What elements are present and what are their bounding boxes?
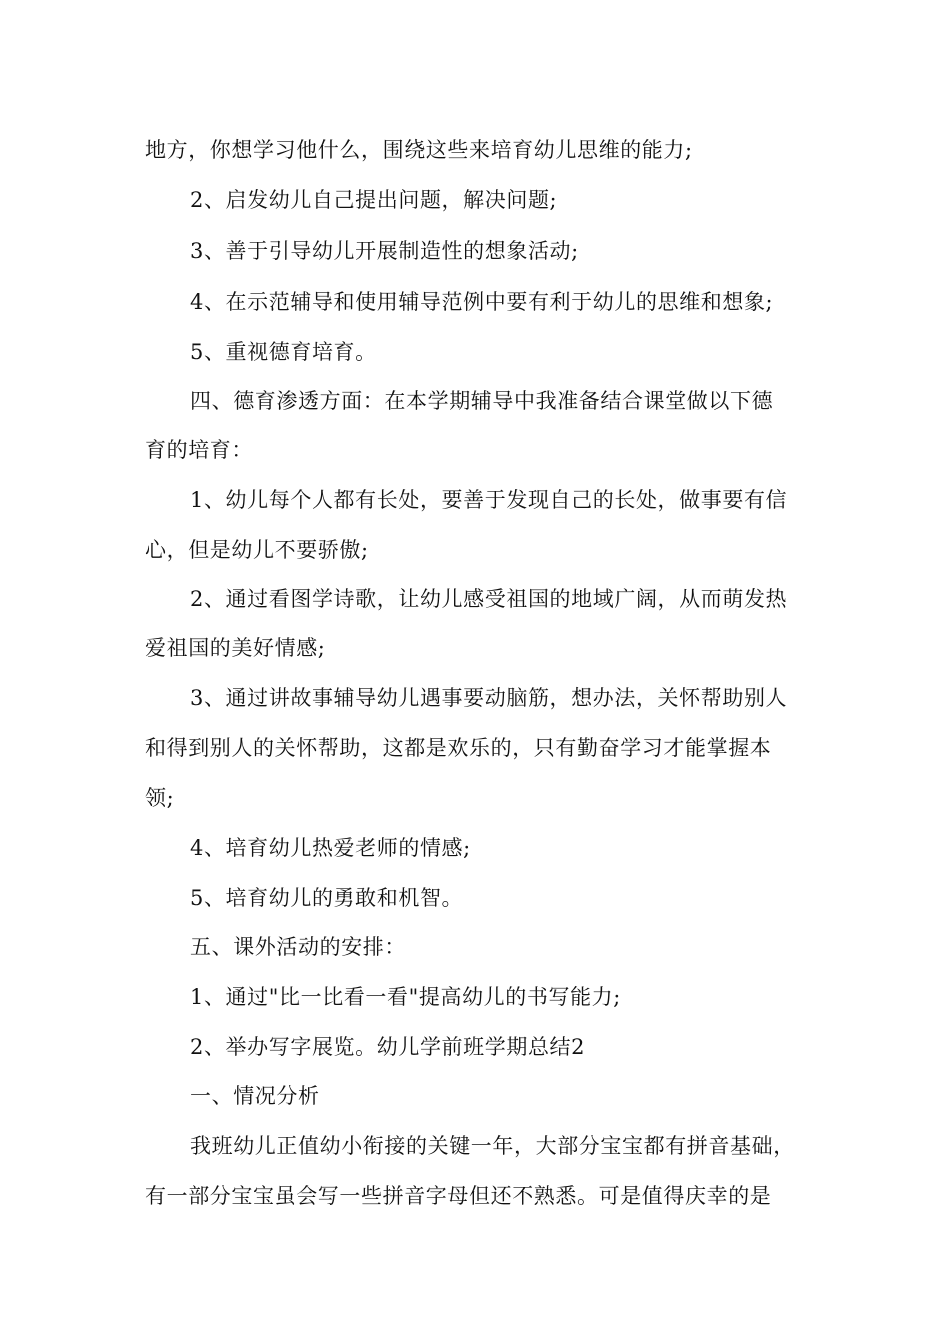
- text-line: 5、培育幼儿的勇敢和机智。: [190, 886, 464, 910]
- text-line: 5、重视德育培育。: [190, 340, 377, 364]
- text-line: 心，但是幼儿不要骄傲;: [145, 538, 369, 562]
- text-line: 4、培育幼儿热爱老师的情感;: [190, 836, 471, 860]
- text-line: 3、通过讲故事辅导幼儿遇事要动脑筋，想办法，关怀帮助别人: [190, 686, 788, 710]
- text-line: 五、课外活动的安排：: [190, 935, 406, 959]
- text-line: 2、启发幼儿自己提出问题，解决问题;: [190, 188, 558, 212]
- text-line: 育的培育：: [145, 438, 253, 462]
- text-line: 4、在示范辅导和使用辅导范例中要有利于幼儿的思维和想象;: [190, 290, 774, 314]
- text-line: 1、幼儿每个人都有长处，要善于发现自己的长处，做事要有信: [190, 488, 788, 512]
- text-line: 领;: [145, 786, 175, 810]
- text-line: 2、举办写字展览。幼儿学前班学期总结2: [190, 1035, 586, 1059]
- text-line: 一、情况分析: [190, 1084, 320, 1108]
- text-line: 1、通过"比一比看一看"提高幼儿的书写能力;: [190, 985, 621, 1009]
- text-line: 和得到别人的关怀帮助，这都是欢乐的，只有勤奋学习才能掌握本: [145, 736, 772, 760]
- text-line: 地方，你想学习他什么，围绕这些来培育幼儿思维的能力;: [145, 138, 693, 162]
- text-line: 爱祖国的美好情感;: [145, 636, 326, 660]
- text-line: 2、通过看图学诗歌，让幼儿感受祖国的地域广阔，从而萌发热: [190, 587, 788, 611]
- text-line: 有一部分宝宝虽会写一些拼音字母但还不熟悉。可是值得庆幸的是: [145, 1184, 772, 1208]
- text-line: 四、德育渗透方面：在本学期辅导中我准备结合课堂做以下德: [190, 389, 774, 413]
- text-line: 我班幼儿正值幼小衔接的关键一年，大部分宝宝都有拼音基础，: [190, 1134, 795, 1158]
- text-line: 3、善于引导幼儿开展制造性的想象活动;: [190, 239, 579, 263]
